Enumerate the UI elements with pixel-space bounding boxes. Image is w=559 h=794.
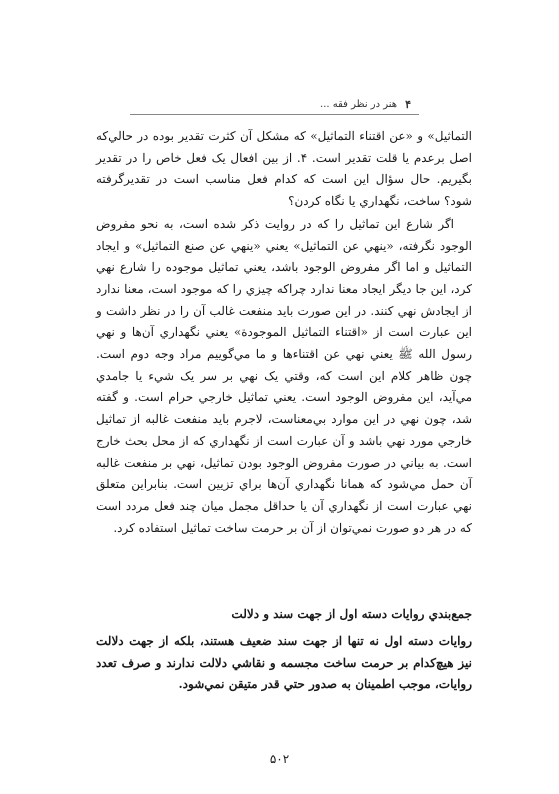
section-heading: جمع‌بندي روايات دسته اول از جهت سند و دلالت (231, 607, 472, 621)
running-header (140, 96, 411, 112)
main-text (96, 126, 472, 539)
paragraph-2: اگر شارع اين تماثيل را كه در روايت ذكر شده است، به نحو مفروض الوجود نگرفته، «ينهي عن التماثيل» يعني «ينهي عن صنع التماثيل» و ايجاد التماثيل و اما اگر مفروض الوجود باشد، يعني تماثيل موجوده را شارع نهي كرد، اين جا ديگر ايجاد معنا ندارد چراكه چيزي را كه موجود است، معنا ندارد از ايجادش نهي كنند. در اين صورت بايد منفعت غالب آن را در نظر داشت و اين عبارت است از «اقتناء التماثيل الموجودة» يعني نگهداري آن‌ها و نهي رسول الله ﷺ يعني نهي عن اقتناءها و ما مي‌گوييم مراد وجه دوم است. چون ظاهر كلام اين است كه، وقتي يک نهي بر سر يک شيء يا جامدي مي‌آيد، اين مفروض الوجود است. يعني تماثيل خارجي حرام است. و گفته شد، چون نهي در اين موارد بي‌معناست، لاجرم بايد منفعت غالبه از تماثيل خارجي مورد نهي باشد و آن عبارت است از نگهداري كه از محل بحث خارج است. به بياني در صورت مفروض الوجود بودن تماثيل، نهي بر منفعت غالبه آن حمل مي‌شود كه همانا نگهداري آن‌ها براي تزيين است. بنابراين متعلق نهي عبارت است از نگهداري آن يا حداقل مجمل ميان چند فعل مردد است كه در هر دو صورت نمي‌توان از آن بر حرمت ساخت تماثيل استفاده كرد. (96, 216, 472, 535)
paragraph-1: التماثيل» و «عن اقتناء التماثيل» كه مشكل آن كثرت تقدير بوده در حالي‌كه اصل برعدم يا قلت تقدير است. ۴. از بين افعال يک فعل خاص را در تقدير بگيريم. حال سؤال اين است كه كدام فعل مناسب است در تقديرگرفته شود؟ ساخت، نگهداري يا نگاه كردن؟ (96, 129, 472, 209)
header-page-number: ۴ (405, 97, 411, 111)
section-text: روايات دسته اول نه تنها از جهت سند ضعيف هستند، بلكه از جهت دلالت نيز هيچ‌كدام بر حرمت ساخت مجسمه و نقاشي دلالت ندارند و صرف تعدد روايات، موجب اطمينان به صدور حتي قدر متيقن نمي‌شود. (96, 634, 472, 691)
page-number: ۵۰۲ (269, 752, 290, 766)
header-title: هنر در نظر فقه ... (320, 98, 398, 110)
header-divider (130, 114, 419, 115)
